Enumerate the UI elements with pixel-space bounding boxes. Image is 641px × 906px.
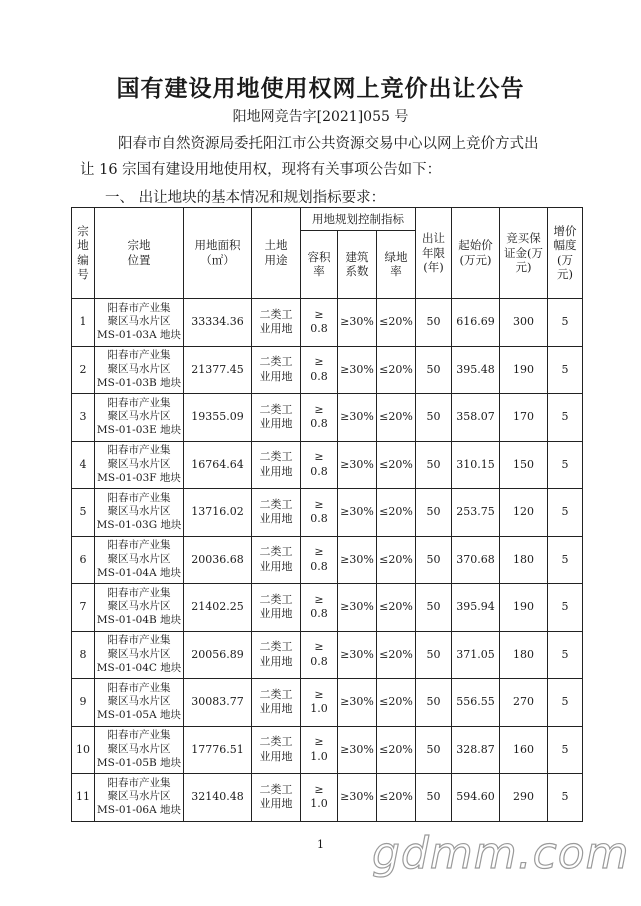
cell-increment: 5 (548, 536, 583, 584)
page-number: 1 (317, 838, 324, 851)
cell-parcel-no: 4 (72, 441, 95, 489)
cell-deposit: 170 (500, 394, 548, 442)
cell-location: 阳春市产业集 聚区马水片区 MS-01-04A 地块 (95, 536, 184, 584)
intro-paragraph-line2: 让 16 宗国有建设用地使用权，现将有关事项公告如下： (80, 162, 442, 178)
cell-location: 阳春市产业集 聚区马水片区 MS-01-06A 地块 (95, 774, 184, 822)
cell-building-density: ≥30% (338, 489, 377, 537)
cell-increment: 5 (548, 394, 583, 442)
cell-green-ratio: ≤20% (377, 726, 416, 774)
cell-increment: 5 (548, 631, 583, 679)
table-row (72, 299, 583, 347)
cell-plot-ratio: ≥ 0.8 (301, 536, 338, 584)
header-deposit: 竞买保证金(万元) (500, 208, 548, 299)
header-term: 出让年限(年) (416, 208, 452, 299)
cell-start-price: 395.94 (452, 584, 500, 632)
cell-building-density: ≥30% (338, 394, 377, 442)
cell-location: 阳春市产业集 聚区马水片区 MS-01-04B 地块 (95, 584, 184, 632)
header-planning-controls: 用地规划控制指标 (301, 208, 416, 231)
table-row (72, 584, 583, 632)
cell-deposit: 190 (500, 346, 548, 394)
cell-increment: 5 (548, 489, 583, 537)
cell-term: 50 (416, 346, 452, 394)
cell-deposit: 300 (500, 299, 548, 347)
cell-building-density: ≥30% (338, 346, 377, 394)
watermark: gdmm.com (372, 828, 630, 879)
cell-increment: 5 (548, 299, 583, 347)
cell-term: 50 (416, 726, 452, 774)
cell-area: 33334.36 (184, 299, 252, 347)
table-row (72, 489, 583, 537)
cell-parcel-no: 11 (72, 774, 95, 822)
cell-building-density: ≥30% (338, 536, 377, 584)
cell-green-ratio: ≤20% (377, 631, 416, 679)
cell-plot-ratio: ≥ 0.8 (301, 631, 338, 679)
cell-term: 50 (416, 394, 452, 442)
cell-location: 阳春市产业集 聚区马水片区 MS-01-03F 地块 (95, 441, 184, 489)
cell-green-ratio: ≤20% (377, 489, 416, 537)
table-row (72, 536, 583, 584)
cell-building-density: ≥30% (338, 631, 377, 679)
cell-parcel-no: 9 (72, 679, 95, 727)
table-row (72, 631, 583, 679)
cell-land-use: 二类工 业用地 (252, 584, 301, 632)
cell-building-density: ≥30% (338, 584, 377, 632)
land-parcel-table (71, 207, 583, 822)
cell-deposit: 270 (500, 679, 548, 727)
cell-increment: 5 (548, 441, 583, 489)
cell-start-price: 616.69 (452, 299, 500, 347)
cell-building-density: ≥30% (338, 299, 377, 347)
cell-plot-ratio: ≥ 1.0 (301, 726, 338, 774)
cell-area: 21377.45 (184, 346, 252, 394)
cell-deposit: 180 (500, 536, 548, 584)
cell-land-use: 二类工 业用地 (252, 679, 301, 727)
cell-area: 30083.77 (184, 679, 252, 727)
cell-location: 阳春市产业集 聚区马水片区 MS-01-03E 地块 (95, 394, 184, 442)
cell-deposit: 160 (500, 726, 548, 774)
cell-start-price: 371.05 (452, 631, 500, 679)
cell-land-use: 二类工 业用地 (252, 726, 301, 774)
header-land-use: 土地用途 (252, 208, 301, 299)
cell-area: 20056.89 (184, 631, 252, 679)
header-green-ratio: 绿地率 (377, 231, 416, 299)
cell-land-use: 二类工 业用地 (252, 536, 301, 584)
cell-parcel-no: 1 (72, 299, 95, 347)
document-number: 阳地网竞告字[2021]055 号 (232, 109, 409, 125)
cell-start-price: 395.48 (452, 346, 500, 394)
cell-green-ratio: ≤20% (377, 394, 416, 442)
cell-green-ratio: ≤20% (377, 346, 416, 394)
intro-paragraph-line1: 阳春市自然资源局委托阳江市公共资源交易中心以网上竞价方式出 (118, 136, 539, 152)
header-area: 用地面积（㎡） (184, 208, 252, 299)
cell-green-ratio: ≤20% (377, 774, 416, 822)
cell-parcel-no: 3 (72, 394, 95, 442)
cell-building-density: ≥30% (338, 726, 377, 774)
cell-term: 50 (416, 679, 452, 727)
cell-building-density: ≥30% (338, 774, 377, 822)
header-location: 宗地位置 (95, 208, 184, 299)
cell-land-use: 二类工 业用地 (252, 489, 301, 537)
cell-deposit: 120 (500, 489, 548, 537)
cell-building-density: ≥30% (338, 441, 377, 489)
cell-land-use: 二类工 业用地 (252, 394, 301, 442)
table-row (72, 726, 583, 774)
cell-term: 50 (416, 584, 452, 632)
cell-start-price: 556.55 (452, 679, 500, 727)
cell-plot-ratio: ≥ 1.0 (301, 774, 338, 822)
cell-location: 阳春市产业集 聚区马水片区 MS-01-03B 地块 (95, 346, 184, 394)
page-title: 国有建设用地使用权网上竞价出让公告 (116, 76, 525, 102)
cell-location: 阳春市产业集 聚区马水片区 MS-01-03G 地块 (95, 489, 184, 537)
cell-land-use: 二类工 业用地 (252, 441, 301, 489)
cell-green-ratio: ≤20% (377, 679, 416, 727)
cell-plot-ratio: ≥ 0.8 (301, 394, 338, 442)
cell-increment: 5 (548, 679, 583, 727)
cell-parcel-no: 10 (72, 726, 95, 774)
table-row (72, 394, 583, 442)
cell-term: 50 (416, 631, 452, 679)
cell-term: 50 (416, 441, 452, 489)
header-start-price: 起始价(万元) (452, 208, 500, 299)
cell-plot-ratio: ≥ 1.0 (301, 679, 338, 727)
cell-term: 50 (416, 774, 452, 822)
table-row (72, 679, 583, 727)
cell-plot-ratio: ≥ 0.8 (301, 489, 338, 537)
cell-location: 阳春市产业集 聚区马水片区 MS-01-05A 地块 (95, 679, 184, 727)
cell-green-ratio: ≤20% (377, 299, 416, 347)
header-building-density: 建筑系数 (338, 231, 377, 299)
cell-term: 50 (416, 299, 452, 347)
cell-plot-ratio: ≥ 0.8 (301, 441, 338, 489)
cell-start-price: 358.07 (452, 394, 500, 442)
cell-area: 17776.51 (184, 726, 252, 774)
cell-land-use: 二类工 业用地 (252, 346, 301, 394)
cell-location: 阳春市产业集 聚区马水片区 MS-01-04C 地块 (95, 631, 184, 679)
cell-deposit: 180 (500, 631, 548, 679)
cell-green-ratio: ≤20% (377, 584, 416, 632)
cell-plot-ratio: ≥ 0.8 (301, 584, 338, 632)
cell-land-use: 二类工 业用地 (252, 299, 301, 347)
cell-start-price: 370.68 (452, 536, 500, 584)
header-parcel-id: 宗地编号 (72, 208, 95, 299)
cell-plot-ratio: ≥ 0.8 (301, 299, 338, 347)
cell-building-density: ≥30% (338, 679, 377, 727)
cell-parcel-no: 7 (72, 584, 95, 632)
cell-increment: 5 (548, 346, 583, 394)
cell-term: 50 (416, 536, 452, 584)
table-row (72, 774, 583, 822)
cell-deposit: 150 (500, 441, 548, 489)
section-heading: 一、 出让地块的基本情况和规划指标要求： (105, 190, 386, 206)
cell-term: 50 (416, 489, 452, 537)
cell-parcel-no: 8 (72, 631, 95, 679)
table-row (72, 441, 583, 489)
cell-area: 19355.09 (184, 394, 252, 442)
cell-area: 21402.25 (184, 584, 252, 632)
cell-parcel-no: 6 (72, 536, 95, 584)
cell-location: 阳春市产业集 聚区马水片区 MS-01-05B 地块 (95, 726, 184, 774)
header-plot-ratio: 容积率 (301, 231, 338, 299)
cell-parcel-no: 2 (72, 346, 95, 394)
cell-area: 20036.68 (184, 536, 252, 584)
header-increment: 增价幅度(万元) (548, 208, 583, 299)
cell-location: 阳春市产业集 聚区马水片区 MS-01-03A 地块 (95, 299, 184, 347)
cell-deposit: 290 (500, 774, 548, 822)
cell-green-ratio: ≤20% (377, 441, 416, 489)
cell-area: 16764.64 (184, 441, 252, 489)
cell-increment: 5 (548, 774, 583, 822)
cell-start-price: 253.75 (452, 489, 500, 537)
cell-land-use: 二类工 业用地 (252, 774, 301, 822)
cell-area: 32140.48 (184, 774, 252, 822)
cell-start-price: 328.87 (452, 726, 500, 774)
cell-green-ratio: ≤20% (377, 536, 416, 584)
cell-area: 13716.02 (184, 489, 252, 537)
cell-land-use: 二类工 业用地 (252, 631, 301, 679)
cell-increment: 5 (548, 726, 583, 774)
cell-parcel-no: 5 (72, 489, 95, 537)
cell-start-price: 310.15 (452, 441, 500, 489)
cell-deposit: 190 (500, 584, 548, 632)
cell-increment: 5 (548, 584, 583, 632)
cell-plot-ratio: ≥ 0.8 (301, 346, 338, 394)
cell-start-price: 594.60 (452, 774, 500, 822)
table-row (72, 346, 583, 394)
